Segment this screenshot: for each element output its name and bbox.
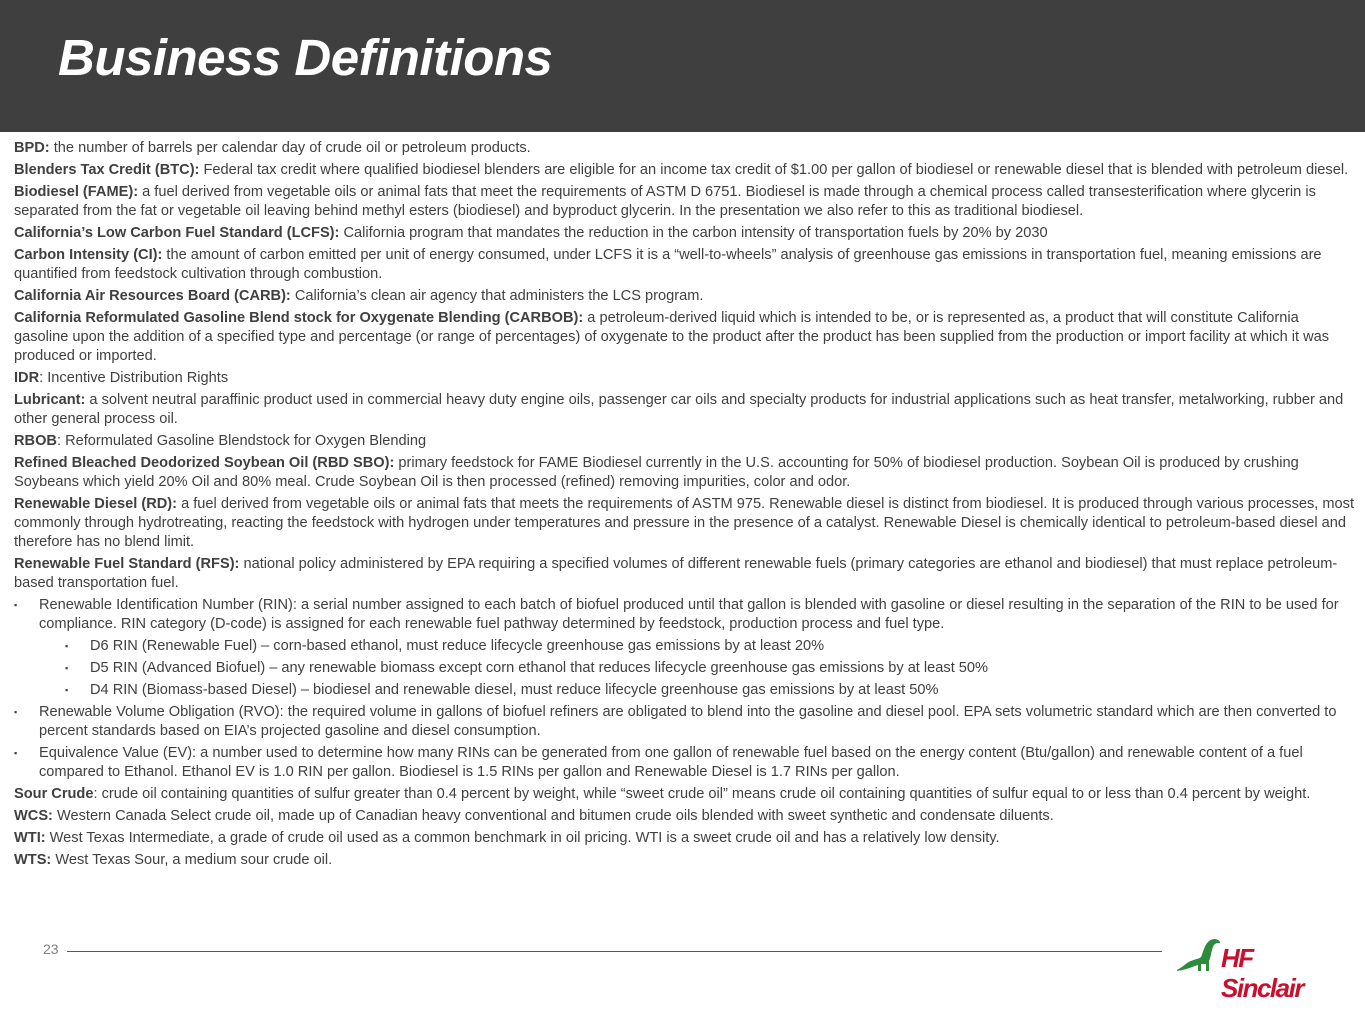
square-bullet-icon: ▪ xyxy=(65,685,69,695)
definition-text: West Texas Sour, a medium sour crude oil. xyxy=(51,852,333,868)
definition-text: the amount of carbon emitted per unit of energy consumed, under LCFS it is a “well-to-wheels” analysis of greenhouse gas emissions in transportation fuel, meaning emissions are quantified from feedstock cultivation through combustion. xyxy=(14,247,1322,282)
bullet-text: Equivalence Value (EV): a number used to determine how many RINs can be generated from one gallon of renewable fuel based on the energy content (Btu/gallon) and renewable content of a fuel compared to Ethanol. Ethanol EV is 1.0 RIN per gallon. Biodiesel is 1.5 RINs per gallon and Renewable Diesel is 1.7 RINs per gallon. xyxy=(39,745,1303,780)
definition-btc xyxy=(14,161,1354,180)
definition-wcs xyxy=(14,807,1354,826)
definition-term: Lubricant: xyxy=(14,392,86,408)
definition-text: : Incentive Distribution Rights xyxy=(39,370,229,386)
definition-carb xyxy=(14,287,1354,306)
company-logo xyxy=(1177,937,1329,1003)
definition-rbd-sbo xyxy=(14,454,1354,492)
definition-text: : Reformulated Gasoline Blendstock for Oxygen Blending xyxy=(56,433,427,449)
title-banner xyxy=(0,0,1365,132)
footer-divider xyxy=(67,951,1162,952)
definition-rd xyxy=(14,495,1354,552)
definition-text: Federal tax credit where qualified biodiesel blenders are eligible for an income tax credit of $1.00 per gallon of biodiesel or renewable diesel that is blended with petroleum diesel. xyxy=(199,162,1349,178)
definition-wti xyxy=(14,829,1354,848)
square-bullet-icon: ▪ xyxy=(14,748,18,758)
page-title: Business Definitions xyxy=(58,29,553,86)
definition-text: a fuel derived from vegetable oils or animal fats that meet the requirements of ASTM D 6751. Biodiesel is made through a chemical process called transesterification where glycerin is separated from the fat or vegetable oil leaving behind methyl esters (biodiesel) and byproduct glycerin. In the presentation we also refer to this as traditional biodiesel. xyxy=(14,184,1316,219)
definition-rbob xyxy=(14,432,1354,451)
bullet-text: D4 RIN (Biomass-based Diesel) – biodiesel and renewable diesel, must reduce lifecycle greenhouse gas emissions by at least 50% xyxy=(90,682,939,698)
square-bullet-icon: ▪ xyxy=(14,600,18,610)
definition-text: national policy administered by EPA requiring a specified volumes of different renewable fuels (primary categories are ethanol and biodiesel) that must replace petroleum-based transportation fuel. xyxy=(14,556,1338,591)
definition-text: primary feedstock for FAME Biodiesel currently in the U.S. accounting for 50% of biodiesel production. Soybean Oil is produced by crushing Soybeans which yield 20% Oil and 80% meal. Crude Soybean Oil is then processed (refined) removing impurities, color and odor. xyxy=(14,455,1299,490)
logo-text: HF Sinclair xyxy=(1221,943,1303,1003)
bullet-ev xyxy=(14,744,1354,782)
sub-bullet-d5 xyxy=(14,659,1354,678)
definition-term: California Reformulated Gasoline Blend stock for Oxygenate Blending (CARBOB): xyxy=(14,310,584,326)
definition-term: BPD: xyxy=(14,140,50,156)
definition-text: California program that mandates the reduction in the carbon intensity of transportation fuels by 20% by 2030 xyxy=(339,225,1048,241)
definition-biodiesel xyxy=(14,183,1354,221)
definition-term: Renewable Fuel Standard (RFS): xyxy=(14,556,240,572)
page-number: 23 xyxy=(43,941,59,957)
sub-bullet-d6 xyxy=(14,637,1354,656)
sub-bullet-d4 xyxy=(14,681,1354,700)
bullet-text: Renewable Volume Obligation (RVO): the required volume in gallons of biofuel refiners are obligated to blend into the gasoline and diesel pool. EPA sets volumetric standard which are then converted to percent standards based on EIA’s projected gasoline and diesel consumption. xyxy=(39,704,1337,739)
definition-term: WTI: xyxy=(14,830,46,846)
definition-term: IDR xyxy=(14,370,40,386)
dinosaur-icon xyxy=(1177,937,1223,975)
bullet-text: D6 RIN (Renewable Fuel) – corn-based ethanol, must reduce lifecycle greenhouse gas emissions by at least 20% xyxy=(90,638,825,654)
definition-sour-crude xyxy=(14,785,1354,804)
bullet-text: D5 RIN (Advanced Biofuel) – any renewable biomass except corn ethanol that reduces lifecycle greenhouse gas emissions by at least 50% xyxy=(90,660,989,676)
definition-text: California’s clean air agency that administers the LCS program. xyxy=(290,288,704,304)
definition-term: RBOB xyxy=(14,433,57,449)
definition-term: Renewable Diesel (RD): xyxy=(14,496,178,512)
definition-ci xyxy=(14,246,1354,284)
definition-lcfs xyxy=(14,224,1354,243)
definition-term: California’s Low Carbon Fuel Standard (LCFS): xyxy=(14,225,340,241)
definition-term: WCS: xyxy=(14,808,53,824)
definition-term: Carbon Intensity (CI): xyxy=(14,247,163,263)
bullet-text: Renewable Identification Number (RIN): a serial number assigned to each batch of biofuel produced until that gallon is blended with gasoline or diesel resulting in the separation of the RIN to be used for compliance. RIN category (D-code) is assigned for each renewable fuel pathway determined by feedstock, production process and fuel type. xyxy=(39,597,1339,632)
definition-term: California Air Resources Board (CARB): xyxy=(14,288,291,304)
square-bullet-icon: ▪ xyxy=(65,663,69,673)
bullet-rin xyxy=(14,596,1354,634)
definition-term: WTS: xyxy=(14,852,52,868)
definition-text: Western Canada Select crude oil, made up of Canadian heavy conventional and bitumen crude oils blended with sweet synthetic and condensate diluents. xyxy=(52,808,1054,824)
definition-carbob xyxy=(14,309,1354,366)
definition-text: a solvent neutral paraffinic product used in commercial heavy duty engine oils, passenger car oils and specialty products for industrial applications such as heat transfer, metalworking, rubber and other general process oil. xyxy=(14,392,1344,427)
square-bullet-icon: ▪ xyxy=(65,641,69,651)
definition-term: Biodiesel (FAME): xyxy=(14,184,139,200)
definition-term: Refined Bleached Deodorized Soybean Oil (RBD SBO): xyxy=(14,455,395,471)
definitions-list xyxy=(14,139,1354,873)
square-bullet-icon: ▪ xyxy=(14,707,18,717)
definition-text: : crude oil containing quantities of sulfur greater than 0.4 percent by weight, while “sweet crude oil” means crude oil containing quantities of sulfur equal to or less than 0.4 percent by weight. xyxy=(93,786,1311,802)
definition-text: the number of barrels per calendar day of crude oil or petroleum products. xyxy=(49,140,531,156)
definition-text: a fuel derived from vegetable oils or animal fats that meets the requirements of ASTM 975. Renewable diesel is distinct from biodiesel. It is produced through various processes, most commonly through hydrotreating, reacting the feedstock with hydrogen under temperatures and pressure in the presence of a catalyst. Renewable Diesel is chemically identical to petroleum-based diesel and therefore has no blend limit. xyxy=(14,496,1355,550)
definition-lubricant xyxy=(14,391,1354,429)
definition-text: a petroleum-derived liquid which is intended to be, or is represented as, a product that will constitute California gasoline upon the addition of a specified type and percentage (or range of percentages) of oxygenate to the product after the product has been supplied from the production or import facility at which it was produced or imported. xyxy=(14,310,1330,364)
definition-bpd xyxy=(14,139,1354,158)
definition-term: Sour Crude xyxy=(14,786,94,802)
bullet-rvo xyxy=(14,703,1354,741)
definition-term: Blenders Tax Credit (BTC): xyxy=(14,162,200,178)
definition-text: West Texas Intermediate, a grade of crude oil used as a common benchmark in oil pricing. WTI is a sweet crude oil and has a relatively low density. xyxy=(45,830,1000,846)
definition-wts xyxy=(14,851,1354,870)
definition-rfs xyxy=(14,555,1354,593)
definition-idr xyxy=(14,369,1354,388)
